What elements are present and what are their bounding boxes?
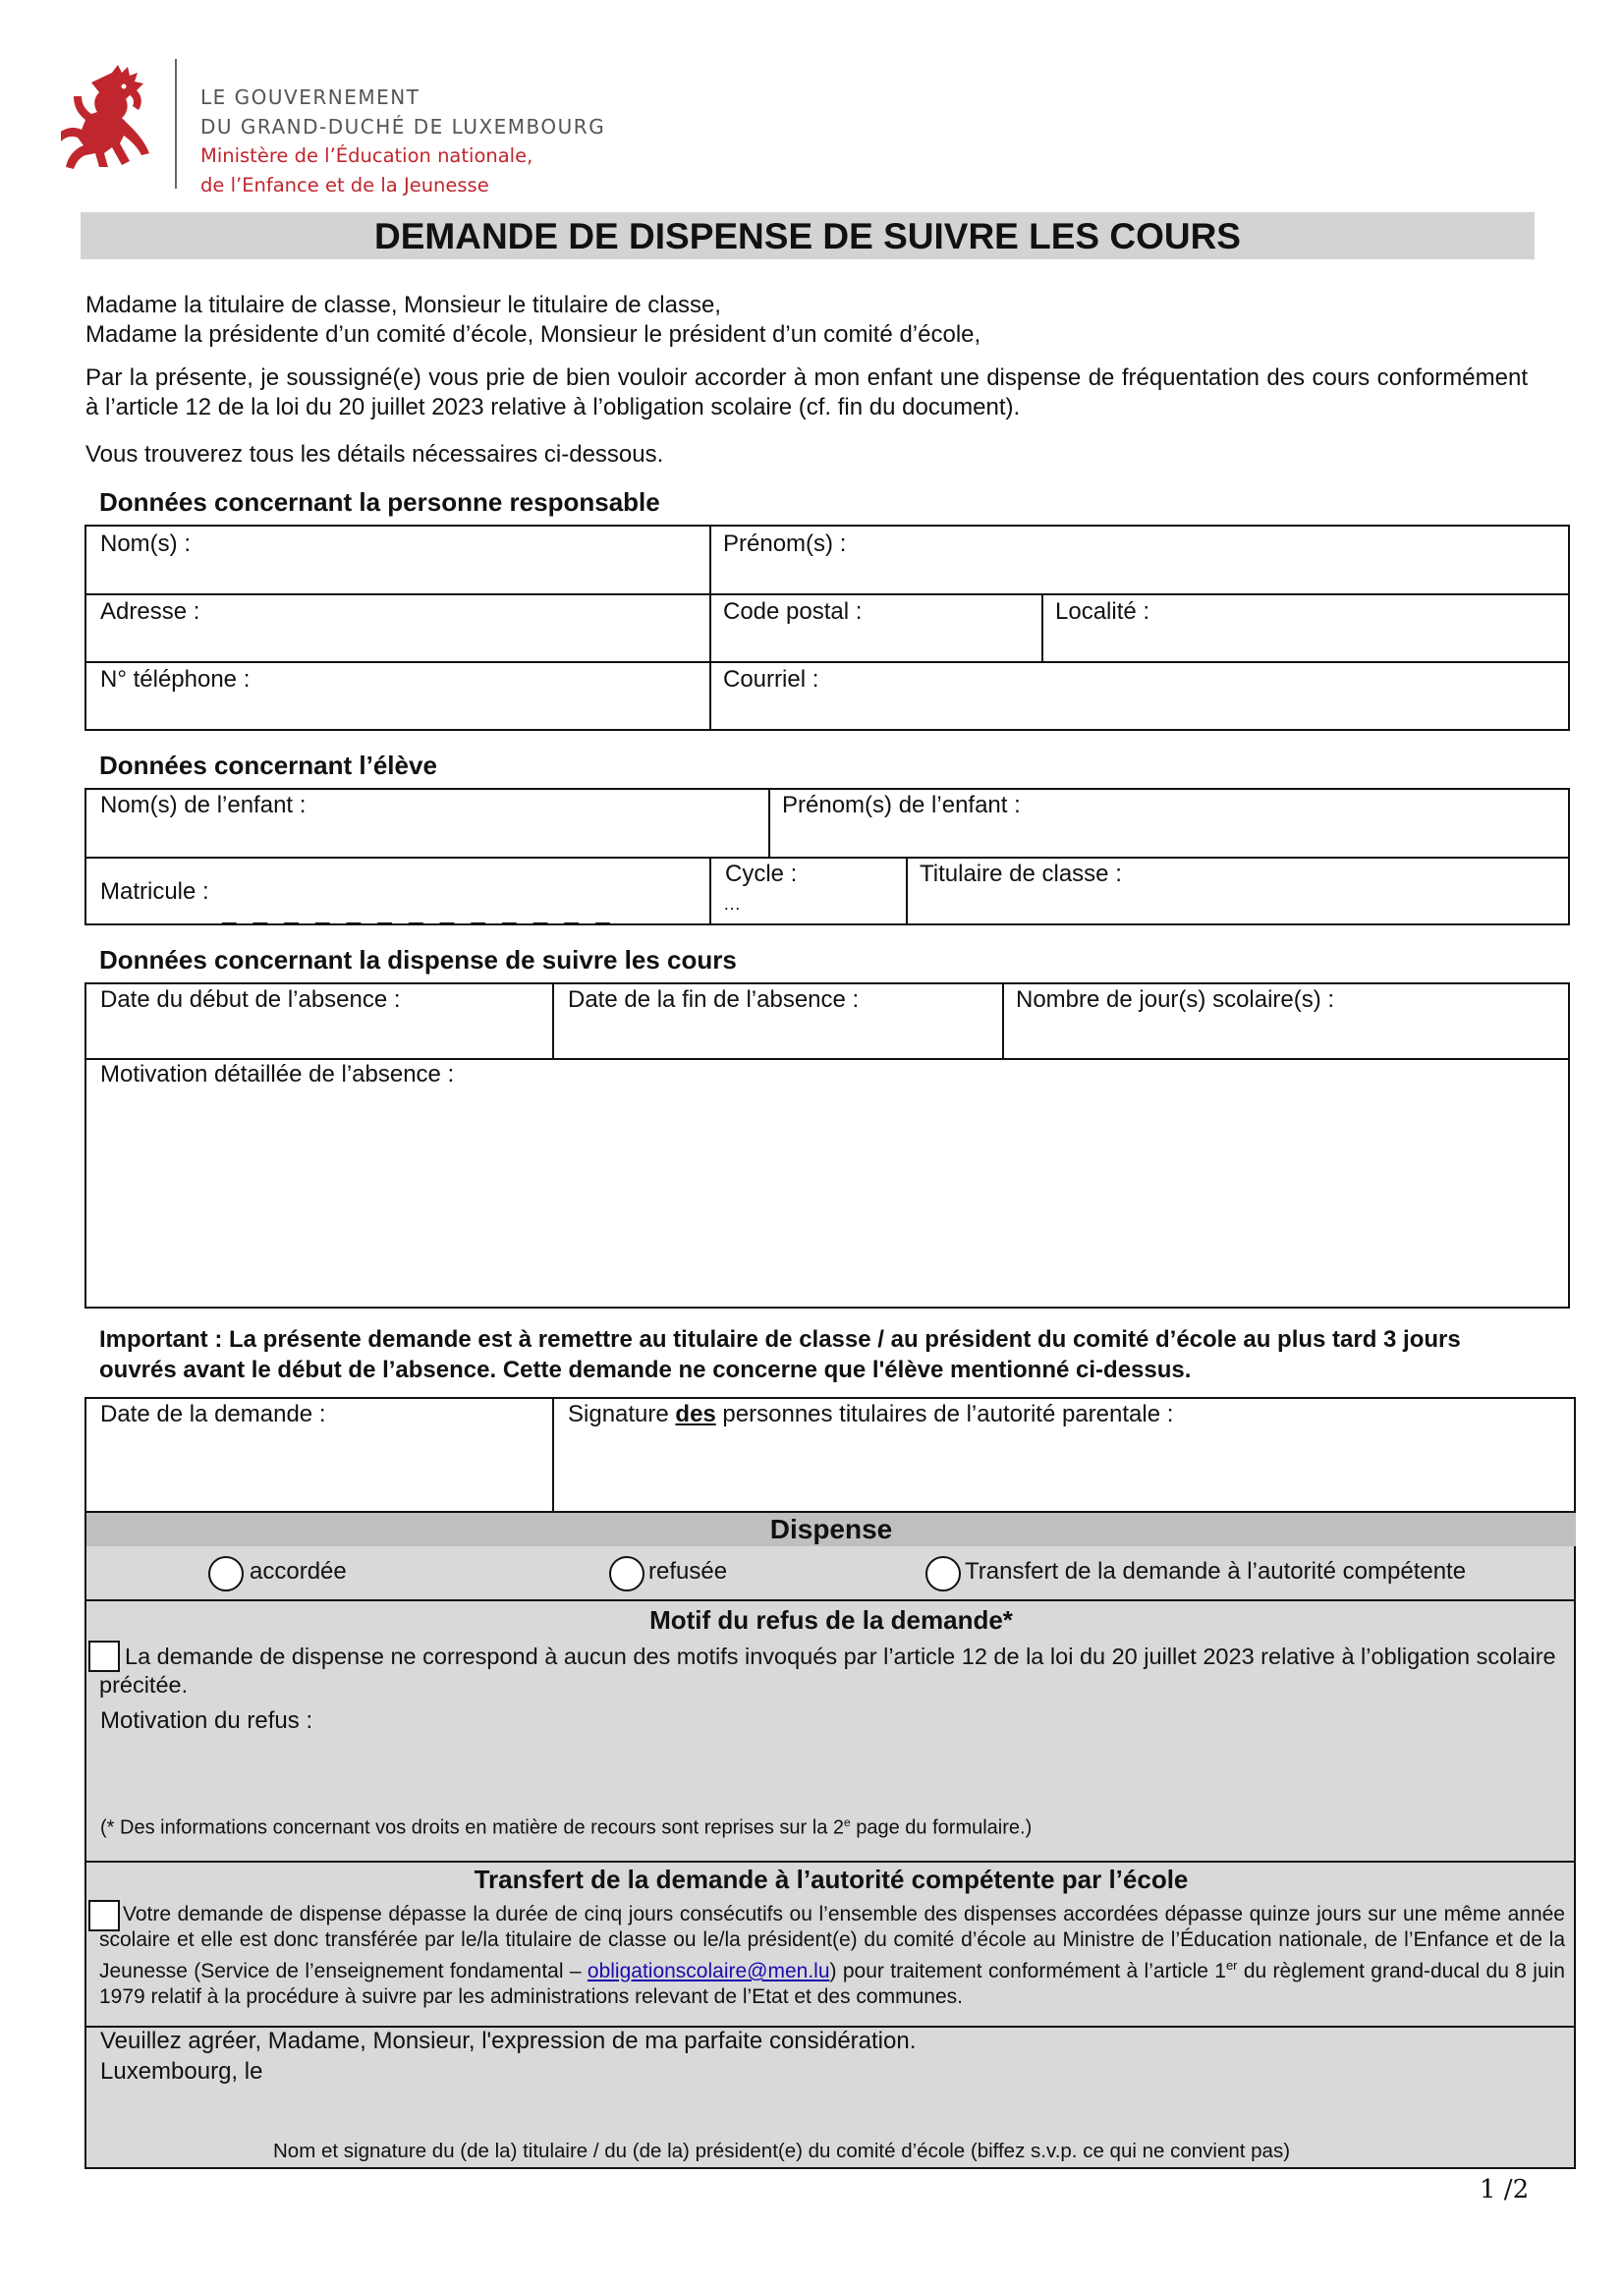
- radio-transfert[interactable]: [925, 1556, 961, 1591]
- field-titulaire[interactable]: Titulaire de classe :: [920, 861, 1122, 887]
- ministry-line1: Ministère de l’Éducation nationale,: [200, 144, 533, 167]
- option-transfert-label: Transfert de la demande à l’autorité compétente: [965, 1558, 1467, 1585]
- field-courriel[interactable]: Courriel :: [723, 666, 819, 693]
- sig-prefix: Signature: [568, 1401, 676, 1427]
- dispense-heading: Dispense: [769, 1514, 893, 1544]
- refus-note-sup: e: [844, 1815, 851, 1829]
- field-motivation[interactable]: Motivation détaillée de l’absence :: [100, 1061, 455, 1088]
- luxembourg-lion-logo: [61, 65, 155, 181]
- field-signature-parents[interactable]: [568, 1401, 1173, 1428]
- field-localite[interactable]: Localité :: [1055, 598, 1150, 625]
- field-date-demande[interactable]: Date de la demande :: [100, 1401, 326, 1427]
- refus-note-suffix: page du formulaire.): [850, 1816, 1033, 1839]
- transfert-text: [99, 1902, 1565, 2010]
- field-code-postal[interactable]: Code postal :: [723, 598, 863, 625]
- field-nom-enfant[interactable]: Nom(s) de l’enfant :: [100, 792, 307, 818]
- field-telephone[interactable]: N° téléphone :: [100, 666, 251, 693]
- gov-line2: DU GRAND-DUCHÉ DE LUXEMBOURG: [200, 115, 606, 139]
- field-date-fin[interactable]: Date de la fin de l’absence :: [568, 986, 860, 1013]
- refus-text: La demande de dispense ne correspond à aucun des motifs invoqués par l’article 12 de la loi du 20 juillet 2023 relative à l’obligation scolaire précitée.: [99, 1644, 1556, 1698]
- section-heading-responsable: Données concernant la personne responsable: [99, 487, 660, 517]
- cycle-value: …: [723, 894, 741, 914]
- transfert-email-link[interactable]: obligationscolaire@men.lu: [587, 1960, 830, 1982]
- field-nombre-jours[interactable]: Nombre de jour(s) scolaire(s) :: [1016, 986, 1335, 1013]
- sig-underlined: des: [675, 1401, 716, 1427]
- intro-body: Par la présente, je soussigné(e) vous prie de bien vouloir accorder à mon enfant une dispense de fréquentation des cours conformément à l’article 12 de la loi du 20 juillet 2023 relative à l’obligation scolaire (cf. fin du document).: [85, 364, 1528, 420]
- salutation-2: Madame la présidente d’un comité d’école, Monsieur le président d’un comité d’école,: [85, 321, 981, 348]
- government-header: [200, 83, 605, 200]
- transfert-heading: Transfert de la demande à l’autorité compétente par l’école: [474, 1865, 1189, 1894]
- transfert-part2: ) pour traitement conformément à l’article 1: [829, 1960, 1226, 1982]
- refus-note: [100, 1815, 1032, 1840]
- radio-refusee[interactable]: [609, 1556, 644, 1591]
- dispense-table: [84, 982, 1570, 1309]
- intro-details: Vous trouverez tous les détails nécessaires ci-dessous.: [85, 441, 664, 468]
- option-accordee-label: accordée: [250, 1558, 347, 1585]
- section-heading-eleve: Données concernant l’élève: [99, 751, 437, 780]
- page-number: 1 /2: [1480, 2175, 1530, 2204]
- closing-line1: Veuillez agréer, Madame, Monsieur, l'expression de ma parfaite considération.: [100, 2028, 917, 2054]
- closing-line2: Luxembourg, le: [100, 2058, 263, 2085]
- header-divider: [175, 59, 177, 189]
- matricule-dashes: _ _ _ _ _ _ _ _ _ _ _ _ _: [222, 897, 615, 926]
- field-motivation-refus[interactable]: Motivation du refus :: [100, 1707, 313, 1734]
- gov-line1: LE GOUVERNEMENT: [200, 85, 420, 109]
- field-prenom-enfant[interactable]: Prénom(s) de l’enfant :: [782, 792, 1021, 818]
- option-refusee-label: refusée: [648, 1558, 728, 1585]
- page-title: DEMANDE DE DISPENSE DE SUIVRE LES COURS: [81, 212, 1535, 259]
- salutation-1: Madame la titulaire de classe, Monsieur le titulaire de classe,: [85, 292, 721, 318]
- closing-footer: Nom et signature du (de la) titulaire / du (de la) président(e) du comité d’école (biffez s.v.p. ce qui ne convient pas): [273, 2140, 1291, 2162]
- field-nom[interactable]: Nom(s) :: [100, 530, 191, 557]
- field-date-debut[interactable]: Date du début de l’absence :: [100, 986, 401, 1013]
- transfert-part3: du règlement grand-ducal du 8 juin 1979 relatif à la procédure à suivre par les administrations relevant de l’Etat et des communes.: [99, 1960, 1565, 2008]
- refus-note-prefix: (* Des informations concernant vos droits en matière de recours sont reprises sur la 2: [100, 1816, 845, 1839]
- refus-heading: Motif du refus de la demande*: [649, 1605, 1013, 1635]
- ministry-line2: de l’Enfance et de la Jeunesse: [200, 174, 489, 196]
- field-adresse[interactable]: Adresse :: [100, 598, 200, 625]
- transfert-sup: er: [1225, 1958, 1238, 1973]
- transfert-part1: Votre demande de dispense dépasse la durée de cinq jours consécutifs ou l’ensemble des dispenses accordées dépasse quinze jours sur une même année scolaire et elle est donc transférée par le/la titulaire de classe ou le/la président(e) du comité d’école au Ministre de l’Éducation nationale, de l’Enfance et de la Jeunesse (Service de l’enseignement fondamental –: [99, 1903, 1565, 1982]
- field-cycle[interactable]: Cycle :: [725, 861, 798, 887]
- field-matricule[interactable]: Matricule :: [100, 878, 209, 905]
- field-prenom[interactable]: Prénom(s) :: [723, 530, 847, 557]
- section-heading-dispense: Données concernant la dispense de suivre les cours: [99, 945, 737, 975]
- radio-accordee[interactable]: [208, 1556, 244, 1591]
- important-notice: Important : La présente demande est à remettre au titulaire de classe / au président du comité d’école au plus tard 3 jours ouvrés avant le début de l’absence. Cette demande ne concerne que l'élève mentionné ci-dessus.: [99, 1326, 1461, 1383]
- sig-suffix: personnes titulaires de l’autorité parentale :: [715, 1401, 1174, 1427]
